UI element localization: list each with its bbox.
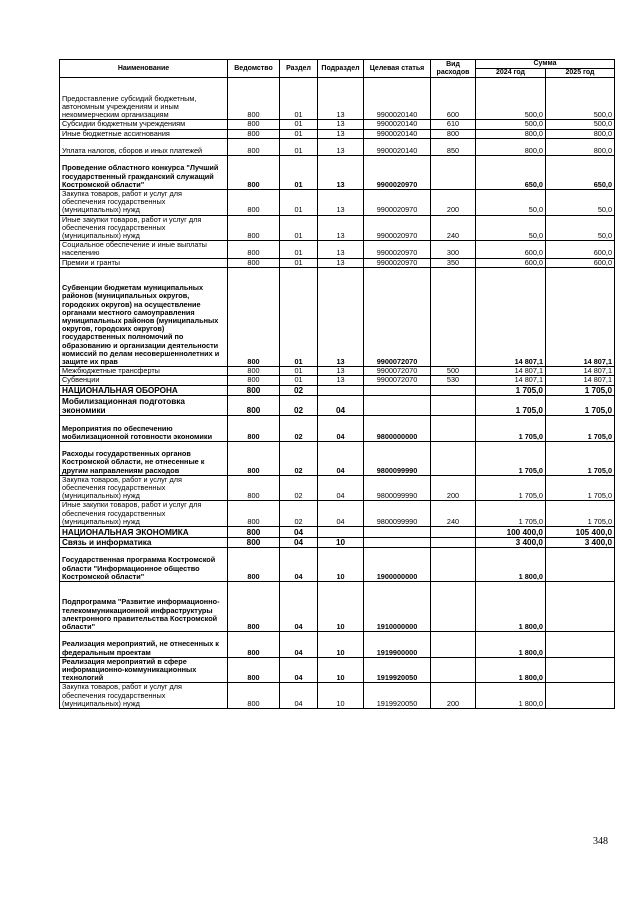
cell-kind: 200 xyxy=(431,190,476,216)
cell-kind: 240 xyxy=(431,215,476,241)
cell-kind xyxy=(431,442,476,476)
cell-subsection xyxy=(318,385,364,396)
cell-kind: 530 xyxy=(431,376,476,385)
cell-2024: 1 705,0 xyxy=(476,475,546,501)
table-row xyxy=(60,385,615,396)
cell-section: 04 xyxy=(280,582,318,632)
header-kind: Вид расходов xyxy=(431,60,476,78)
cell-subsection: 13 xyxy=(318,190,364,216)
cell-dept: 800 xyxy=(228,190,280,216)
cell-2024: 650,0 xyxy=(476,156,546,190)
cell-kind xyxy=(431,416,476,442)
cell-name: Подпрограмма "Развитие информационно-телекоммуникационной инфраструктуры электронного правительства Костромской области" xyxy=(60,582,228,632)
cell-subsection: 04 xyxy=(318,396,364,416)
header-target: Целевая статья xyxy=(364,60,431,78)
cell-dept: 800 xyxy=(228,267,280,366)
cell-2024: 600,0 xyxy=(476,241,546,258)
table-row xyxy=(60,537,615,548)
table-row xyxy=(60,657,615,683)
cell-name: Межбюджетные трансферты xyxy=(60,367,228,376)
cell-subsection: 10 xyxy=(318,582,364,632)
cell-dept: 800 xyxy=(228,527,280,538)
cell-2024: 800,0 xyxy=(476,129,546,138)
cell-kind: 350 xyxy=(431,258,476,267)
cell-dept: 800 xyxy=(228,657,280,683)
cell-dept: 800 xyxy=(228,442,280,476)
cell-name: Субвенции xyxy=(60,376,228,385)
cell-dept: 800 xyxy=(228,78,280,120)
cell-section: 04 xyxy=(280,683,318,709)
cell-subsection: 04 xyxy=(318,475,364,501)
cell-2025: 105 400,0 xyxy=(546,527,615,538)
cell-dept: 800 xyxy=(228,396,280,416)
cell-kind: 610 xyxy=(431,120,476,129)
cell-name: Реализация мероприятий, не отнесенных к федеральным проектам xyxy=(60,632,228,658)
header-sum: Сумма xyxy=(476,60,615,69)
cell-section: 01 xyxy=(280,258,318,267)
table-row xyxy=(60,475,615,501)
cell-2024: 1 800,0 xyxy=(476,632,546,658)
cell-section: 01 xyxy=(280,78,318,120)
cell-2024: 500,0 xyxy=(476,120,546,129)
cell-2024: 50,0 xyxy=(476,190,546,216)
table-row xyxy=(60,78,615,120)
cell-target: 9900020140 xyxy=(364,78,431,120)
cell-2024: 100 400,0 xyxy=(476,527,546,538)
cell-2025: 50,0 xyxy=(546,190,615,216)
cell-dept: 800 xyxy=(228,475,280,501)
cell-2025: 1 705,0 xyxy=(546,396,615,416)
table-row xyxy=(60,190,615,216)
cell-2024: 500,0 xyxy=(476,78,546,120)
cell-target: 9800099990 xyxy=(364,442,431,476)
cell-2025: 1 705,0 xyxy=(546,501,615,527)
cell-2024: 600,0 xyxy=(476,258,546,267)
cell-subsection xyxy=(318,527,364,538)
cell-2024: 1 705,0 xyxy=(476,385,546,396)
cell-2025: 1 705,0 xyxy=(546,416,615,442)
cell-2025: 650,0 xyxy=(546,156,615,190)
cell-target: 9900020140 xyxy=(364,129,431,138)
cell-section: 02 xyxy=(280,385,318,396)
cell-kind xyxy=(431,582,476,632)
cell-target: 9800000000 xyxy=(364,416,431,442)
cell-dept: 800 xyxy=(228,582,280,632)
table-row xyxy=(60,215,615,241)
cell-name: Закупка товаров, работ и услуг для обеспечения государственных (муниципальных) нужд xyxy=(60,683,228,709)
cell-name: Иные бюджетные ассигнования xyxy=(60,129,228,138)
cell-2025: 50,0 xyxy=(546,215,615,241)
cell-name: Иные закупки товаров, работ и услуг для обеспечения государственных (муниципальных) нужд xyxy=(60,501,228,527)
cell-2025 xyxy=(546,582,615,632)
table-row xyxy=(60,138,615,155)
cell-subsection: 04 xyxy=(318,442,364,476)
table-row xyxy=(60,396,615,416)
cell-kind xyxy=(431,396,476,416)
cell-target: 9800099990 xyxy=(364,475,431,501)
cell-2025: 3 400,0 xyxy=(546,537,615,548)
header-subsection: Подраздел xyxy=(318,60,364,78)
cell-2025: 14 807,1 xyxy=(546,267,615,366)
table-row xyxy=(60,683,615,709)
cell-2025 xyxy=(546,657,615,683)
cell-target xyxy=(364,385,431,396)
table-row xyxy=(60,632,615,658)
cell-section: 01 xyxy=(280,190,318,216)
cell-target xyxy=(364,527,431,538)
cell-target: 1919920050 xyxy=(364,657,431,683)
cell-2025: 600,0 xyxy=(546,258,615,267)
table-row xyxy=(60,527,615,538)
cell-name: Субсидии бюджетным учреждениям xyxy=(60,120,228,129)
cell-section: 02 xyxy=(280,396,318,416)
cell-2025: 14 807,1 xyxy=(546,367,615,376)
cell-subsection: 13 xyxy=(318,215,364,241)
cell-kind xyxy=(431,267,476,366)
cell-section: 02 xyxy=(280,442,318,476)
table-row xyxy=(60,156,615,190)
cell-2024: 14 807,1 xyxy=(476,367,546,376)
cell-dept: 800 xyxy=(228,138,280,155)
cell-subsection: 10 xyxy=(318,537,364,548)
cell-subsection: 13 xyxy=(318,376,364,385)
cell-dept: 800 xyxy=(228,120,280,129)
cell-target: 9900072070 xyxy=(364,367,431,376)
cell-section: 02 xyxy=(280,501,318,527)
cell-subsection: 13 xyxy=(318,156,364,190)
cell-kind: 500 xyxy=(431,367,476,376)
cell-section: 04 xyxy=(280,537,318,548)
cell-subsection: 13 xyxy=(318,241,364,258)
cell-name: НАЦИОНАЛЬНАЯ ЭКОНОМИКА xyxy=(60,527,228,538)
cell-target: 9900072070 xyxy=(364,267,431,366)
cell-section: 02 xyxy=(280,475,318,501)
cell-name: НАЦИОНАЛЬНАЯ ОБОРОНА xyxy=(60,385,228,396)
cell-target xyxy=(364,396,431,416)
cell-dept: 800 xyxy=(228,501,280,527)
cell-kind xyxy=(431,537,476,548)
cell-2025: 1 705,0 xyxy=(546,442,615,476)
cell-kind xyxy=(431,527,476,538)
cell-name: Социальное обеспечение и иные выплаты населению xyxy=(60,241,228,258)
cell-kind: 600 xyxy=(431,78,476,120)
cell-subsection: 13 xyxy=(318,78,364,120)
cell-2025: 600,0 xyxy=(546,241,615,258)
cell-dept: 800 xyxy=(228,367,280,376)
cell-subsection: 04 xyxy=(318,501,364,527)
cell-target: 1900000000 xyxy=(364,548,431,582)
cell-subsection: 13 xyxy=(318,267,364,366)
cell-target: 9900020970 xyxy=(364,215,431,241)
cell-kind: 800 xyxy=(431,129,476,138)
cell-target: 1910000000 xyxy=(364,582,431,632)
cell-2025: 14 807,1 xyxy=(546,376,615,385)
table-row xyxy=(60,267,615,366)
cell-target: 1919920050 xyxy=(364,683,431,709)
cell-kind xyxy=(431,385,476,396)
table-row xyxy=(60,442,615,476)
table-row xyxy=(60,582,615,632)
cell-2024: 1 705,0 xyxy=(476,442,546,476)
cell-section: 01 xyxy=(280,129,318,138)
cell-name: Субвенции бюджетам муниципальных районов (муниципальных округов, городских округов) на осуществление органами местного самоуправления муниципальных районов (муниципальных округов, городских округов) государственных полномочий по образованию и организации деятельности комиссий по делам несовершеннолетних и защите их прав xyxy=(60,267,228,366)
cell-target: 9900072070 xyxy=(364,376,431,385)
cell-target: 1919900000 xyxy=(364,632,431,658)
cell-subsection: 10 xyxy=(318,548,364,582)
cell-target: 9900020140 xyxy=(364,120,431,129)
cell-section: 01 xyxy=(280,267,318,366)
cell-name: Расходы государственных органов Костромской области, не отнесенные к другим направлениям расходов xyxy=(60,442,228,476)
header-name: Наименование xyxy=(60,60,228,78)
table-row xyxy=(60,501,615,527)
cell-name: Государственная программа Костромской области "Информационное общество Костромской области" xyxy=(60,548,228,582)
cell-2024: 3 400,0 xyxy=(476,537,546,548)
header-2024: 2024 год xyxy=(476,69,546,78)
cell-dept: 800 xyxy=(228,632,280,658)
cell-2025: 800,0 xyxy=(546,129,615,138)
cell-section: 01 xyxy=(280,367,318,376)
table-row xyxy=(60,548,615,582)
cell-dept: 800 xyxy=(228,376,280,385)
cell-section: 01 xyxy=(280,138,318,155)
table-row xyxy=(60,241,615,258)
cell-section: 01 xyxy=(280,215,318,241)
cell-2025: 500,0 xyxy=(546,120,615,129)
cell-kind: 240 xyxy=(431,501,476,527)
table-row xyxy=(60,129,615,138)
cell-section: 04 xyxy=(280,657,318,683)
cell-2024: 1 705,0 xyxy=(476,416,546,442)
page-number: 348 xyxy=(593,836,608,847)
cell-section: 01 xyxy=(280,120,318,129)
cell-section: 01 xyxy=(280,376,318,385)
cell-2024: 1 800,0 xyxy=(476,582,546,632)
cell-2025: 1 705,0 xyxy=(546,475,615,501)
cell-2024: 800,0 xyxy=(476,138,546,155)
cell-section: 04 xyxy=(280,632,318,658)
cell-section: 04 xyxy=(280,527,318,538)
cell-dept: 800 xyxy=(228,241,280,258)
cell-name: Уплата налогов, сборов и иных платежей xyxy=(60,138,228,155)
header-section: Раздел xyxy=(280,60,318,78)
cell-2025: 800,0 xyxy=(546,138,615,155)
cell-name: Мероприятия по обеспечению мобилизационной готовности экономики xyxy=(60,416,228,442)
cell-target: 9900020140 xyxy=(364,138,431,155)
table-row xyxy=(60,258,615,267)
cell-kind xyxy=(431,156,476,190)
cell-target: 9900020970 xyxy=(364,190,431,216)
cell-target: 9900020970 xyxy=(364,156,431,190)
cell-section: 01 xyxy=(280,241,318,258)
cell-name: Реализация мероприятий в сфере информационно-коммуникационных технологий xyxy=(60,657,228,683)
cell-dept: 800 xyxy=(228,215,280,241)
cell-target: 9900020970 xyxy=(364,258,431,267)
cell-name: Закупка товаров, работ и услуг для обеспечения государственных (муниципальных) нужд xyxy=(60,190,228,216)
cell-name: Мобилизационная подготовка экономики xyxy=(60,396,228,416)
cell-name: Закупка товаров, работ и услуг для обеспечения государственных (муниципальных) нужд xyxy=(60,475,228,501)
cell-dept: 800 xyxy=(228,416,280,442)
cell-2024: 1 705,0 xyxy=(476,501,546,527)
cell-name: Предоставление субсидий бюджетным, автономным учреждениям и иным некоммерческим организациям xyxy=(60,78,228,120)
cell-kind xyxy=(431,632,476,658)
cell-section: 01 xyxy=(280,156,318,190)
cell-2025 xyxy=(546,683,615,709)
cell-dept: 800 xyxy=(228,537,280,548)
cell-dept: 800 xyxy=(228,385,280,396)
cell-subsection: 04 xyxy=(318,416,364,442)
cell-target: 9800099990 xyxy=(364,501,431,527)
cell-subsection: 10 xyxy=(318,683,364,709)
header-dept: Ведомство xyxy=(228,60,280,78)
cell-target xyxy=(364,537,431,548)
cell-2025 xyxy=(546,548,615,582)
cell-2024: 1 800,0 xyxy=(476,548,546,582)
budget-table xyxy=(59,59,615,709)
cell-2024: 50,0 xyxy=(476,215,546,241)
cell-kind: 850 xyxy=(431,138,476,155)
cell-subsection: 13 xyxy=(318,367,364,376)
cell-2025: 1 705,0 xyxy=(546,385,615,396)
cell-dept: 800 xyxy=(228,156,280,190)
cell-kind xyxy=(431,657,476,683)
cell-subsection: 13 xyxy=(318,129,364,138)
cell-dept: 800 xyxy=(228,258,280,267)
cell-2024: 14 807,1 xyxy=(476,376,546,385)
cell-subsection: 13 xyxy=(318,138,364,155)
table-row xyxy=(60,416,615,442)
cell-target: 9900020970 xyxy=(364,241,431,258)
header-2025: 2025 год xyxy=(546,69,615,78)
cell-2024: 1 800,0 xyxy=(476,657,546,683)
cell-2024: 1 705,0 xyxy=(476,396,546,416)
cell-subsection: 10 xyxy=(318,632,364,658)
cell-dept: 800 xyxy=(228,683,280,709)
table-row xyxy=(60,367,615,376)
cell-2025: 500,0 xyxy=(546,78,615,120)
cell-kind xyxy=(431,548,476,582)
cell-name: Связь и информатика xyxy=(60,537,228,548)
cell-2024: 1 800,0 xyxy=(476,683,546,709)
cell-name: Иные закупки товаров, работ и услуг для обеспечения государственных (муниципальных) нужд xyxy=(60,215,228,241)
cell-name: Премии и гранты xyxy=(60,258,228,267)
table-row xyxy=(60,120,615,129)
cell-2024: 14 807,1 xyxy=(476,267,546,366)
cell-2025 xyxy=(546,632,615,658)
cell-subsection: 10 xyxy=(318,657,364,683)
cell-section: 02 xyxy=(280,416,318,442)
cell-kind: 200 xyxy=(431,683,476,709)
cell-dept: 800 xyxy=(228,129,280,138)
cell-kind: 300 xyxy=(431,241,476,258)
table-body xyxy=(60,78,615,709)
cell-subsection: 13 xyxy=(318,258,364,267)
table-row xyxy=(60,376,615,385)
cell-section: 04 xyxy=(280,548,318,582)
cell-kind: 200 xyxy=(431,475,476,501)
cell-dept: 800 xyxy=(228,548,280,582)
cell-subsection: 13 xyxy=(318,120,364,129)
cell-name: Проведение областного конкурса "Лучший государственный гражданский служащий Костромской области" xyxy=(60,156,228,190)
